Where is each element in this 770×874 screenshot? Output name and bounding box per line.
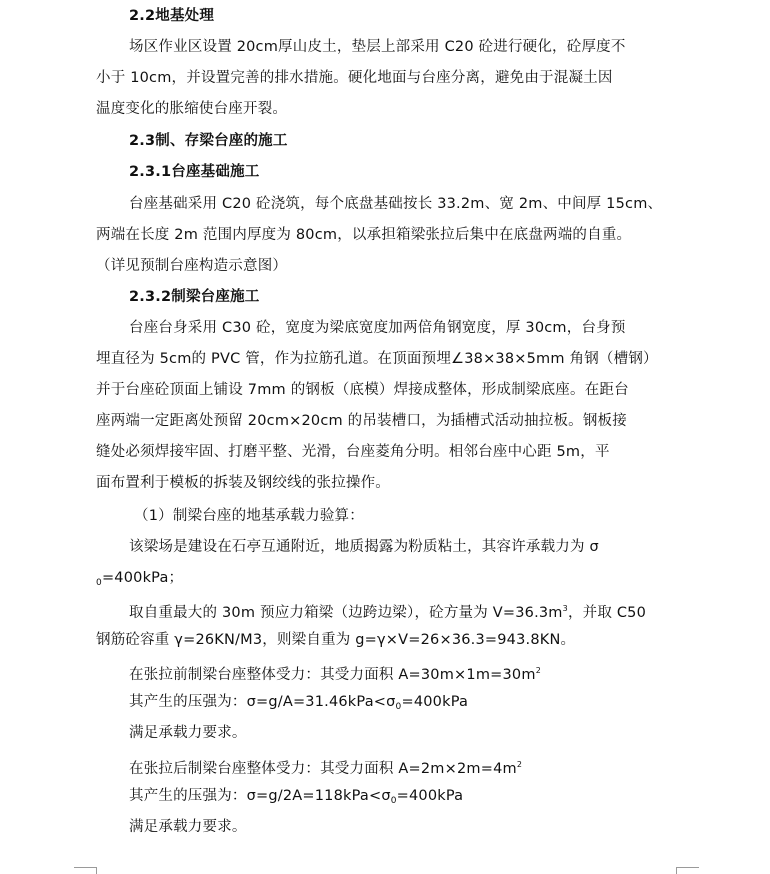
heading-2-3: 2.3制、存梁台座的施工: [129, 133, 288, 149]
paragraph-line: 该梁场是建设在石亭互通附近，地质揭露为粉质粘土，其容许承载力为 σ: [129, 539, 599, 555]
paragraph-line: 台座基础采用 C20 砼浇筑，每个底盘基础按长 33.2m、宽 2m、中间厚 15cm、: [129, 196, 663, 212]
paragraph-line: 缝处必须焊接牢固、打磨平整、光滑，台座菱角分明。相邻台座中心距 5m，平: [96, 444, 610, 460]
verification-title: （1）制梁台座的地基承载力验算：: [134, 508, 364, 524]
paragraph-line: 满足承载力要求。: [129, 819, 247, 835]
paragraph-line: [129, 786, 689, 811]
superscript: 3: [562, 604, 568, 613]
text: 其产生的压强为：σ=g/A=31.46kPa<σ: [129, 694, 396, 710]
text: 取自重最大的 30m 预应力箱梁（边跨边梁），砼方量为 V=36.3m: [129, 605, 563, 621]
text: 在张拉前制梁台座整体受力：其受力面积 A=30m×1m=30m: [129, 667, 536, 683]
paragraph-line: 台座台身采用 C30 砼，宽度为梁底宽度加两倍角钢宽度，厚 30cm，台身预: [129, 320, 626, 336]
heading-2-3-2: 2.3.2制梁台座施工: [129, 289, 260, 305]
paragraph-line: 小于 10cm，并设置完善的排水措施。硬化地面与台座分离，避免由于混凝土因: [96, 70, 613, 86]
paragraph-line: 钢筋砼容重 γ=26KN/M3，则梁自重为 g=γ×V=26×36.3=943.8KN。: [96, 632, 576, 648]
text: 其产生的压强为：σ=g/2A=118kPa<σ: [129, 788, 391, 804]
paragraph-line: 座两端一定距离处预留 20cm×20cm 的吊装槽口，为插槽式活动抽拉板。钢板接: [96, 413, 627, 429]
heading-2-2: 2.2地基处理: [129, 8, 215, 24]
page-corner-mark-left: [74, 867, 97, 874]
paragraph-line: [96, 568, 656, 593]
page-corner-mark-right: [676, 867, 699, 874]
superscript: 2: [535, 666, 541, 675]
heading-2-3-1: 2.3.1台座基础施工: [129, 164, 260, 180]
text: =400kPa: [401, 694, 469, 710]
paragraph-line: [129, 599, 689, 623]
paragraph-line: 温度变化的胀缩使台座开裂。: [96, 101, 288, 117]
paragraph-line: 埋直径为 5cm的 PVC 管，作为拉筋孔道。在顶面预埋∠38×38×5mm 角钢（槽钢）: [96, 351, 658, 367]
paragraph-line: [129, 661, 689, 685]
subscript: 0: [96, 578, 102, 588]
paragraph-line: 两端在长度 2m 范围内厚度为 80cm，以承担箱梁张拉后集中在底盘两端的自重。: [96, 227, 632, 243]
text: ，并取 C50: [567, 605, 647, 621]
paragraph-line: [129, 692, 689, 717]
paragraph-line: 并于台座砼顶面上铺设 7mm 的钢板（底模）焊接成整体，形成制梁底座。在距台: [96, 382, 629, 398]
paragraph-line: 面布置利于模板的拆装及钢绞线的张拉操作。: [96, 475, 390, 491]
text: =400kPa；: [101, 570, 184, 586]
paragraph-line: 场区作业区设置 20cm厚山皮土，垫层上部采用 C20 砼进行硬化，砼厚度不: [129, 39, 626, 55]
paragraph-line: 满足承载力要求。: [129, 725, 247, 741]
subscript: 0: [395, 702, 402, 712]
text: =400kPa: [396, 788, 464, 804]
superscript: 2: [516, 760, 523, 769]
text: 在张拉后制梁台座整体受力：其受力面积 A=2m×2m=4m: [129, 761, 517, 777]
paragraph-line: [129, 755, 689, 779]
subscript: 0: [390, 796, 397, 806]
paragraph-line: （详见预制台座构造示意图）: [96, 258, 288, 274]
